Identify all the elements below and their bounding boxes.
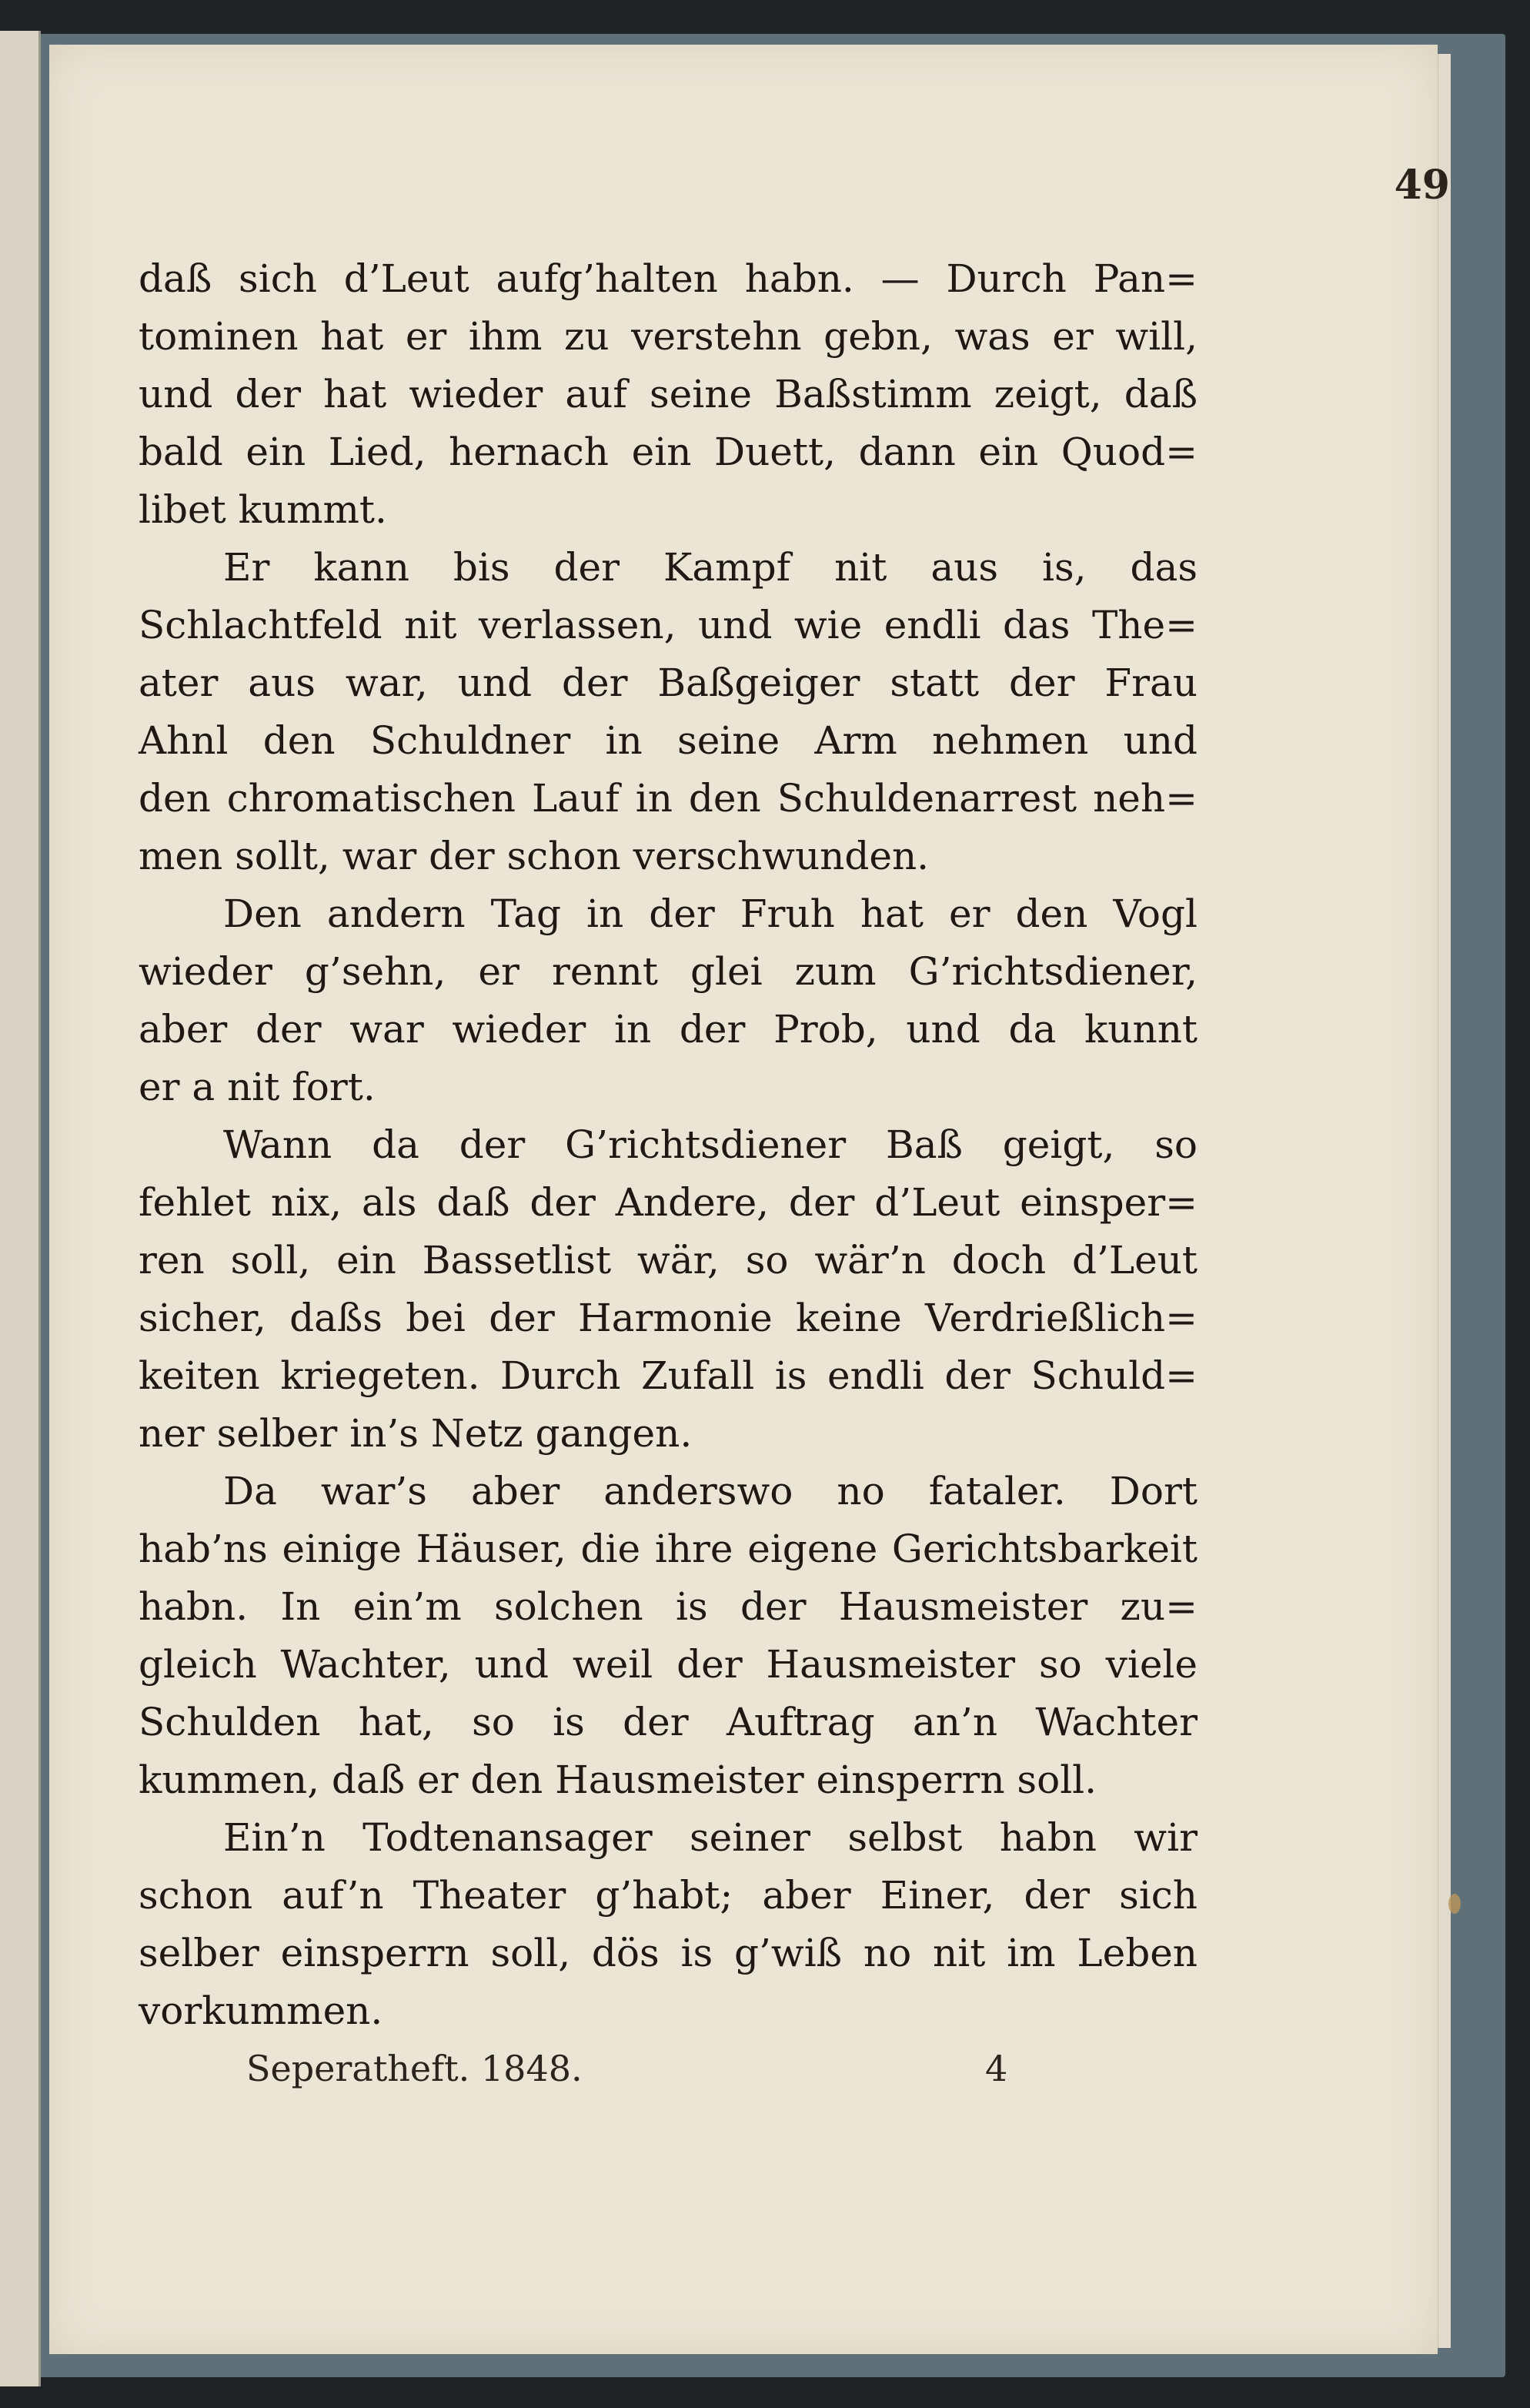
text-line: Ein’n Todtenansager seiner selbst habn wir [223, 1815, 1198, 1860]
text-line: hab’ns einige Häuser, die ihre eigene Gerichtsbarkeit [139, 1527, 1198, 1571]
text-line: den chromatischen Lauf in den Schuldenarrest neh= [139, 776, 1198, 821]
page-stack-edge [1438, 54, 1451, 2348]
text-line: wieder g’sehn, er rennt glei zum G’richtsdiener, [139, 949, 1198, 994]
text-line: selber einsperrn soll, dös is g’wiß no nit im Leben [139, 1931, 1198, 1975]
text-line: ner selber in’s Netz gangen. [139, 1411, 693, 1456]
text-line: keiten kriegeten. Durch Zufall is endli der Schuld= [139, 1353, 1198, 1398]
text-line: vorkummen. [139, 1988, 383, 2033]
signature-mark: 4 [985, 2048, 1008, 2089]
text-line: er a nit fort. [139, 1065, 376, 1109]
text-line: ren soll, ein Bassetlist wär, so wär’n doch d’Leut [139, 1238, 1198, 1283]
page-footer [246, 2048, 1016, 2089]
text-line: Schulden hat, so is der Auftrag an’n Wachter [139, 1700, 1198, 1744]
text-line: habn. In ein’m solchen is der Hausmeister zu= [139, 1584, 1198, 1629]
text-line: fehlet nix, als daß der Andere, der d’Leut einsper= [139, 1180, 1198, 1225]
text-line: gleich Wachter, und weil der Hausmeister so viele [139, 1642, 1198, 1687]
text-line: Ahnl den Schuldner in seine Arm nehmen und [139, 718, 1198, 763]
text-line: ater aus war, und der Baßgeiger statt der Frau [139, 661, 1198, 705]
text-line: Wann da der G’richtsdiener Baß geigt, so [223, 1122, 1198, 1167]
text-line: tominen hat er ihm zu verstehn gebn, was er will, [139, 314, 1198, 359]
text-line: daß sich d’Leut aufg’halten habn. — Durch Pan= [139, 256, 1198, 301]
text-line: aber der war wieder in der Prob, und da kunnt [139, 1007, 1198, 1052]
page-stain [1448, 1894, 1461, 1914]
text-line: schon auf’n Theater g’habt; aber Einer, der sich [139, 1873, 1198, 1918]
text-line: Den andern Tag in der Fruh hat er den Vogl [223, 891, 1198, 936]
text-line: Er kann bis der Kampf nit aus is, das [223, 545, 1198, 590]
text-line: men sollt, war der schon verschwunden. [139, 834, 930, 878]
text-line: kummen, daß er den Hausmeister einsperrn soll. [139, 1758, 1097, 1802]
text-line: sicher, daßs bei der Harmonie keine Verdrießlich= [139, 1296, 1198, 1340]
text-line: Schlachtfeld nit verlassen, und wie endli das The= [139, 603, 1198, 647]
text-line: Da war’s aber anderswo no fataler. Dort [223, 1469, 1198, 1513]
facing-page-edge [0, 31, 41, 2386]
footer-imprint: Seperatheft. 1848. [246, 2048, 583, 2089]
body-text [139, 250, 1198, 2040]
page-number: 49 [1394, 162, 1450, 209]
text-line: und der hat wieder auf seine Baßstimm zeigt, daß [139, 372, 1198, 416]
text-line: bald ein Lied, hernach ein Duett, dann ein Quod= [139, 430, 1198, 474]
text-line: libet kummt. [139, 487, 387, 532]
